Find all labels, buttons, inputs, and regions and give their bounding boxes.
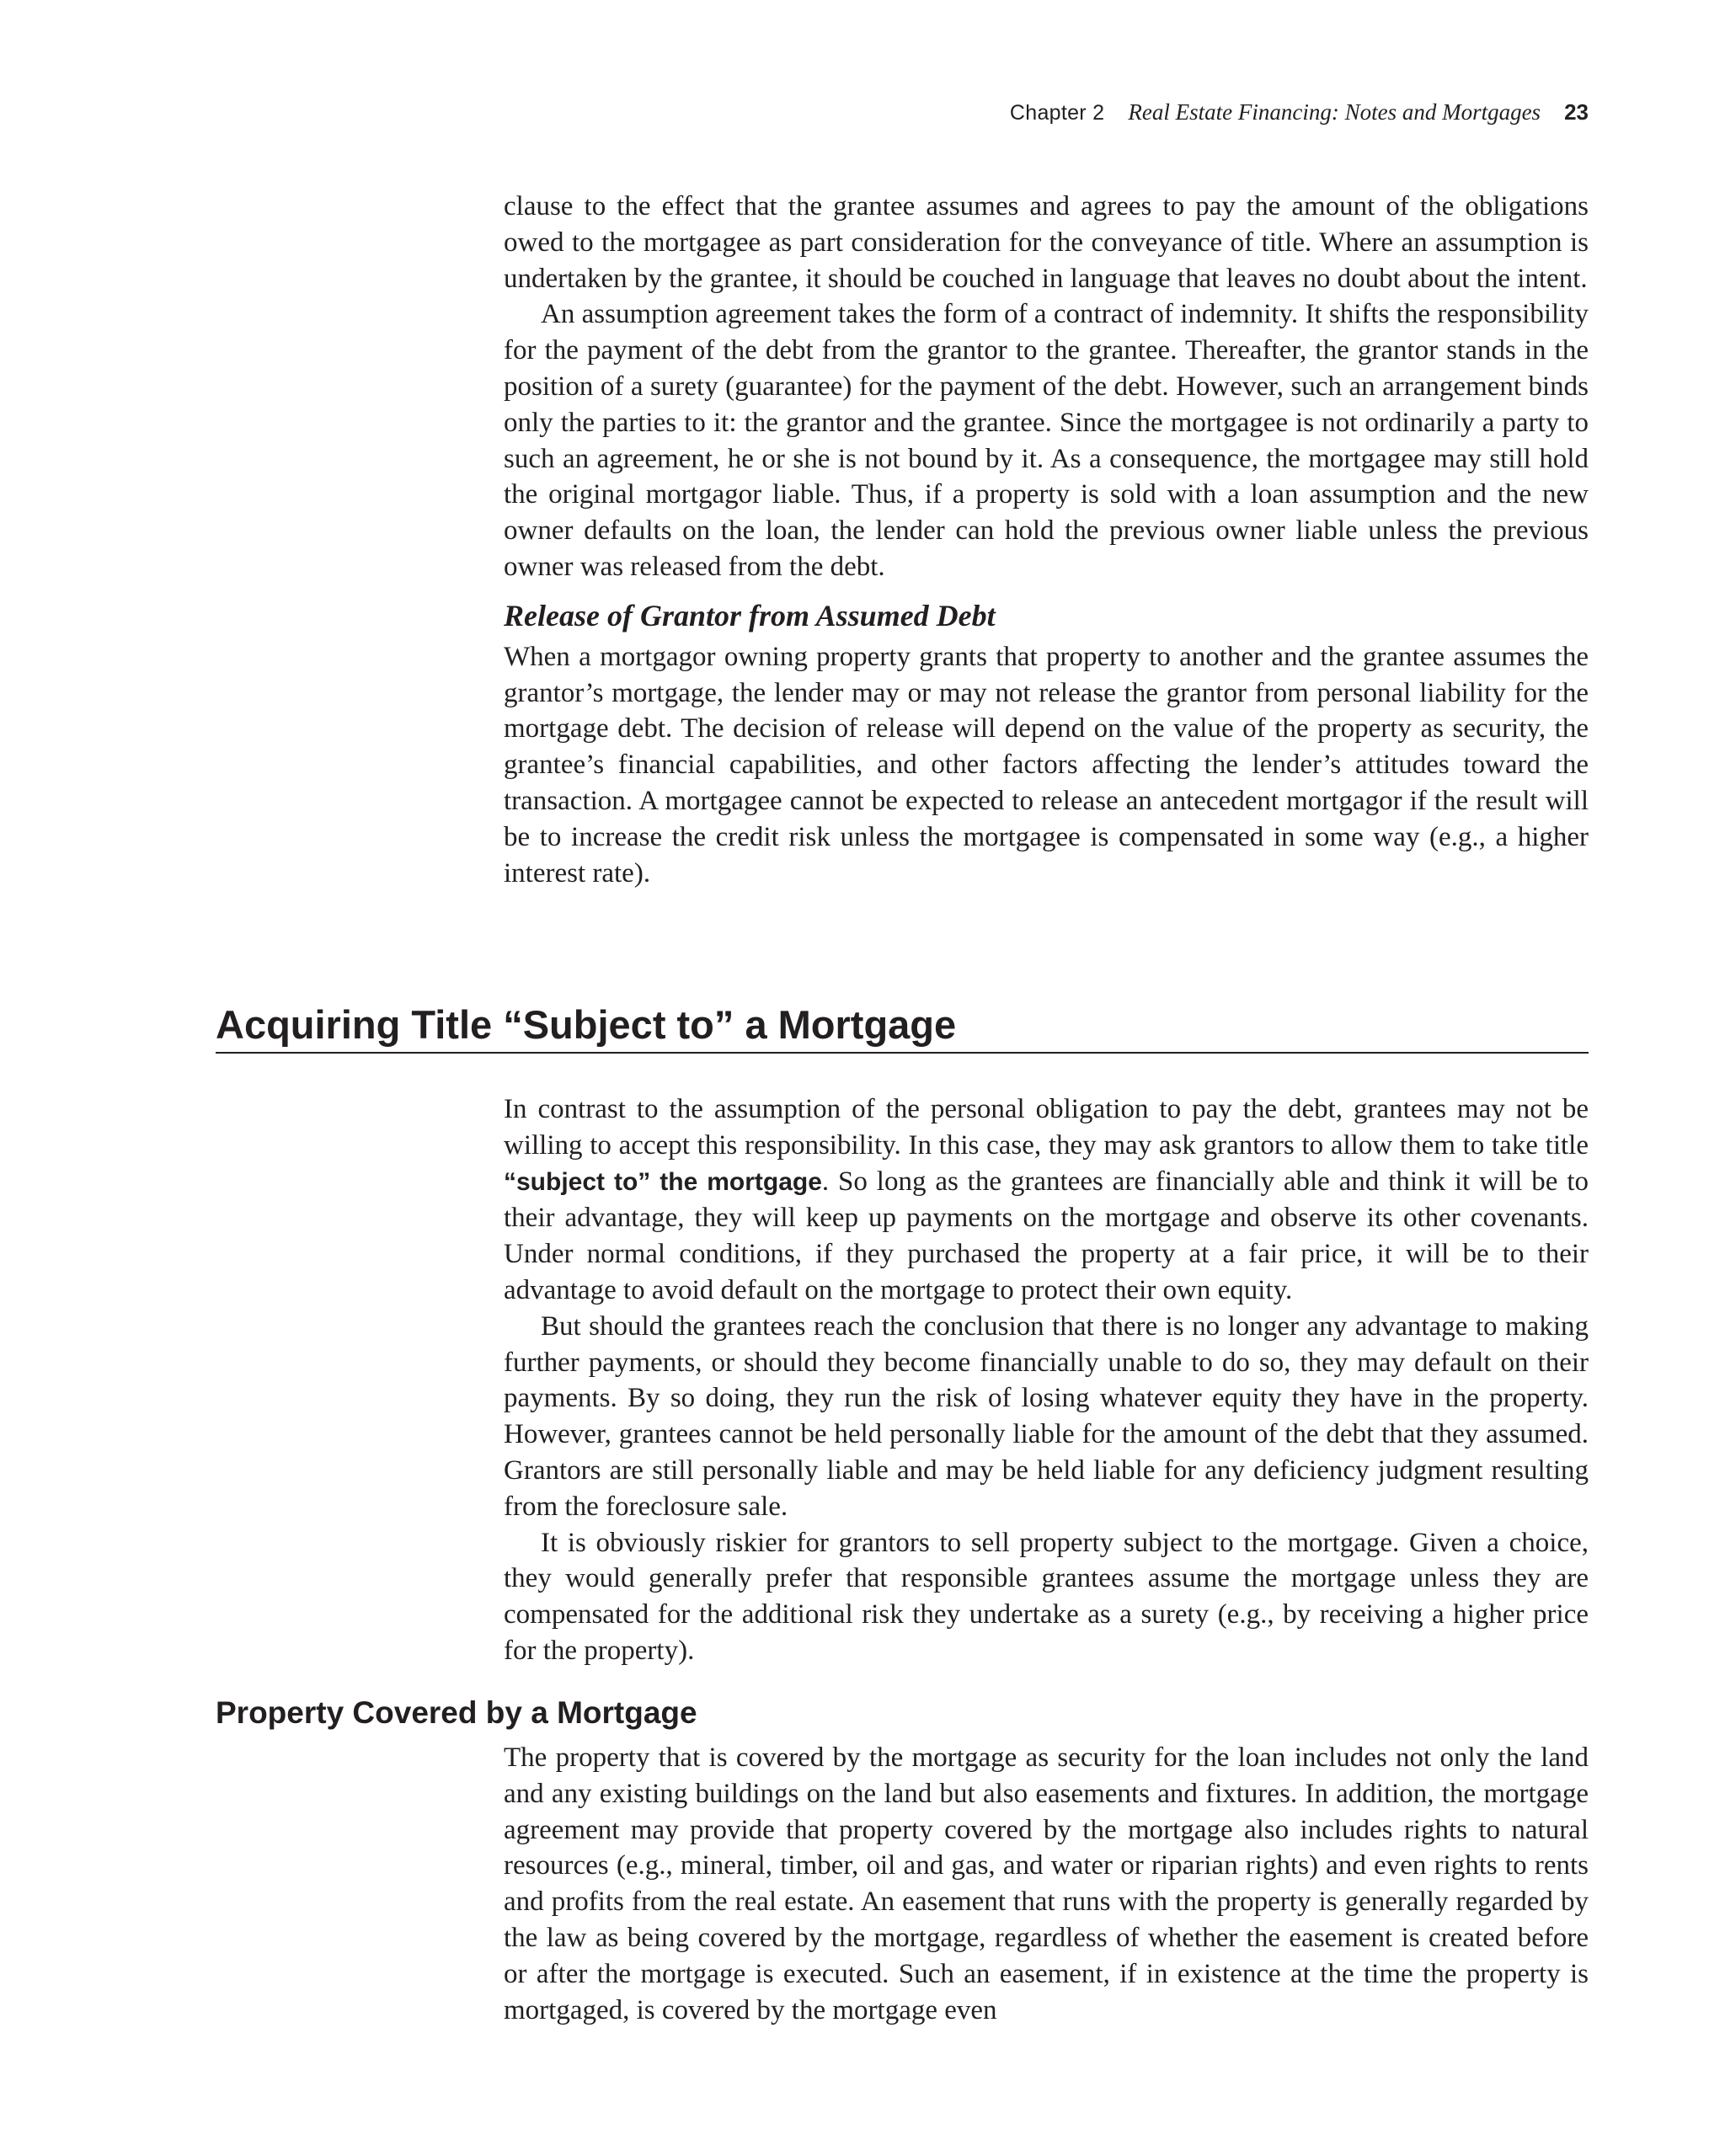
body-text-property-covered: [504, 1740, 1589, 2028]
paragraph-assumption-agreement: An assumption agreement takes the form of a contract of indemnity. It shifts the responsibility for the payment of the debt from the grantor to the grantee. Thereafter, the grantor stands in the position of a surety (guarantee) for the payment of the debt. However, such an arrangement binds only the parties to it: the grantor and the grantee. Since the mortgagee is not ordinarily a party to such an agreement, he or she is not bound by it. As a consequence, the mortgagee may still hold the original mortgagor liable. Thus, if a property is sold with a loan assumption and the new owner defaults on the loan, the lender can hold the previous owner liable unless the previous owner was released from the debt.: [504, 299, 1589, 582]
paragraph-subject-to-intro-end: . So long as the grantees are financially able and think it will be to their advantage, they will keep up payments on the mortgage and observe its other covenants. Under normal conditions, if they purchased the property at a fair price, it will be to their advantage to avoid default on the mortgage to protect their own equity.: [504, 1166, 1589, 1305]
paragraph-grantor-risk: It is obviously riskier for grantors to sell property subject to the mortgage. Given a choice, they would generally prefer that responsible grantees assume the mortgage unless they are compensated for the additional risk they undertake as a surety (e.g., by receiving a higher price for the property).: [504, 1527, 1589, 1666]
paragraph-grantee-default: But should the grantees reach the conclusion that there is no longer any advantage to making further payments, or should they become financially unable to do so, they may default on their payments. By so doing, they run the risk of losing whatever equity they have in the property. However, grantees cannot be held personally liable for the amount of the debt that they assumed. Grantors are still personally liable and may be held liable for any deficiency judgment resulting from the foreclosure sale.: [504, 1310, 1589, 1522]
key-term-subject-to-the-mortgage: “subject to” the mortgage: [504, 1167, 822, 1196]
page-number: 23: [1564, 99, 1589, 125]
paragraph-subject-to-intro-start: In contrast to the assumption of the personal obligation to pay the debt, grantees may not be willing to accept this responsibility. In this case, they may ask grantors to allow them to take title: [504, 1094, 1589, 1161]
subheading-release-of-grantor: Release of Grantor from Assumed Debt: [504, 598, 996, 632]
body-text-top: [504, 189, 1589, 891]
section-heading-subject-to: Acquiring Title “Subject to” a Mortgage: [216, 1000, 1589, 1054]
paragraph-property-covered: The property that is covered by the mortgage as security for the loan includes not only the land and any existing buildings on the land but also easements and fixtures. In addition, the mortgage agreement may provide that property covered by the mortgage also includes rights to natural resources (e.g., mineral, timber, oil and gas, and water or riparian rights) and even rights to rents and profits from the real estate. An easement that runs with the property is generally regarded by the law as being covered by the mortgage, regardless of whether the easement is created before or after the mortgage is executed. Such an easement, if in existence at the time the property is mortgaged, is covered by the mortgage even: [504, 1742, 1589, 2025]
chapter-label: Chapter 2: [1009, 101, 1105, 125]
subsection-heading-property-covered: Property Covered by a Mortgage: [216, 1695, 697, 1730]
paragraph-release-of-grantor: When a mortgagor owning property grants that property to another and the grantee assumes the grantor’s mortgage, the lender may or may not release the grantor from personal liability for the mortgage debt. The decision of release will depend on the value of the property as security, the grantee’s financial capabilities, and other factors affecting the lender’s attitudes toward the transaction. A mortgagee cannot be expected to release an antecedent mortgagor if the result will be to increase the credit risk unless the mortgagee is compensated in some way (e.g., a higher interest rate).: [504, 641, 1589, 889]
body-text-subject-to: [504, 1091, 1589, 1669]
chapter-title: Real Estate Financing: Notes and Mortgages: [1128, 99, 1541, 125]
paragraph-assumption-clause: clause to the effect that the grantee assumes and agrees to pay the amount of the obligations owed to the mortgagee as part consideration for the conveyance of title. Where an assumption is undertaken by the grantee, it should be couched in language that leaves no doubt about the intent.: [504, 191, 1589, 294]
paragraph-subject-to-intro: [504, 1091, 1589, 1309]
running-head: [1010, 99, 1589, 125]
